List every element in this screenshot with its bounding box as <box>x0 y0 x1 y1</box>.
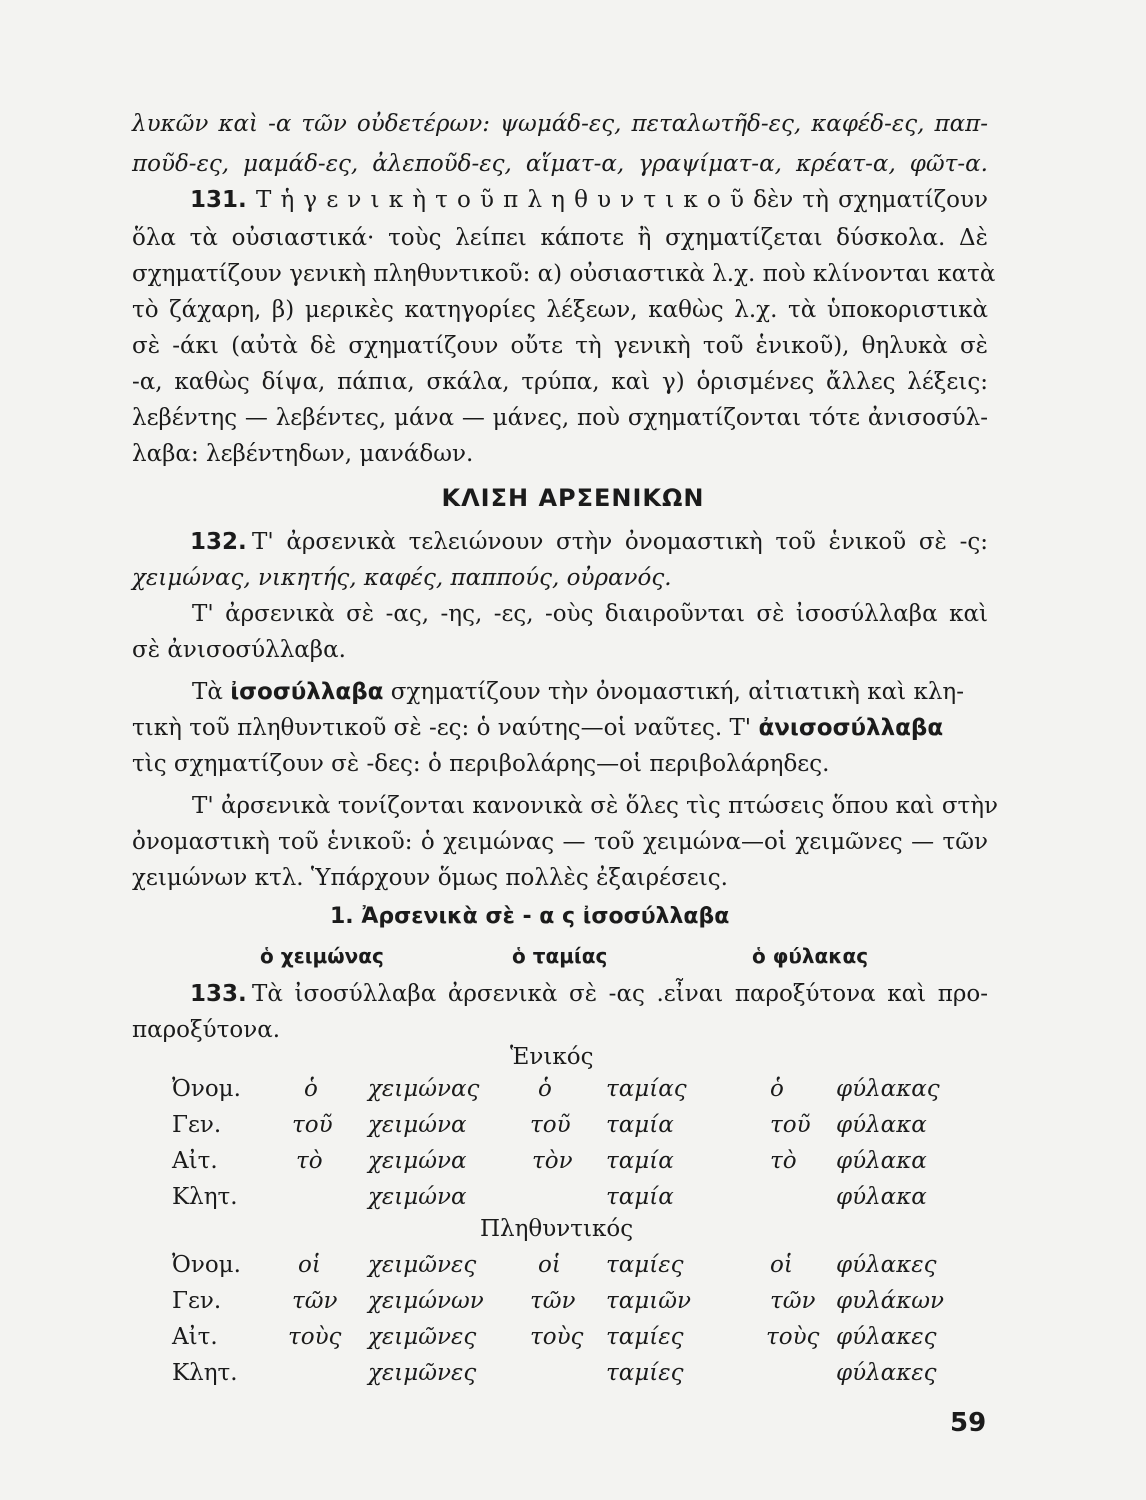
text-fragment: σχηματίζουν τὴν ὀνομαστική, αἰτιατικὴ καὶ κλη- <box>390 679 964 705</box>
article: οἱ <box>538 1252 561 1278</box>
noun-form: φύλακες <box>836 1252 937 1278</box>
text-line: τὶς σχηματίζουν σὲ -δες: ὁ περιβολάρης—οἱ περιβολάρηδες. <box>132 751 830 777</box>
noun-form: φύλακες <box>836 1360 937 1386</box>
case-label: Αἰτ. <box>172 1324 218 1350</box>
text-line: ὅλα τὰ οὐσιαστικά· τοὺς λείπει κάποτε ἢ σχηματίζεται δύσκολα. Δὲ <box>132 225 988 251</box>
noun-form: χειμώνα <box>368 1184 467 1210</box>
text-line: παροξύτονα. <box>132 1017 281 1043</box>
table-singular-label: Ἑνικός <box>510 1044 594 1070</box>
noun-form: φύλακα <box>836 1184 927 1210</box>
noun-form: ταμίας <box>606 1076 687 1102</box>
article: τὸν <box>532 1148 573 1174</box>
text-line: σχηματίζουν γενικὴ πληθυντικοῦ: α) οὐσιαστικὰ λ.χ. ποὺ κλίνονται κατὰ <box>132 261 996 287</box>
text-line: τὸ ζάχαρη, β) μερικὲς κατηγορίες λέξεων, καθὼς λ.χ. τὰ ὑποκοριστικὰ <box>132 297 988 323</box>
article: τοῦ <box>530 1112 571 1138</box>
case-label: Αἰτ. <box>172 1148 218 1174</box>
article: τῶν <box>770 1288 816 1314</box>
noun-form: φύλακα <box>836 1148 927 1174</box>
article: τῶν <box>530 1288 576 1314</box>
article: τοὺς <box>530 1324 584 1350</box>
case-label: Ὀνομ. <box>172 1076 241 1102</box>
noun-form: φύλακα <box>836 1112 927 1138</box>
article: τὸ <box>770 1148 797 1174</box>
noun-form: ταμίες <box>606 1324 684 1350</box>
text-line: χειμώνας, νικητής, καφές, παππούς, οὐρανός. <box>132 565 672 591</box>
paragraph-number <box>190 526 250 558</box>
noun-form: ταμία <box>606 1184 674 1210</box>
case-label: Γεν. <box>172 1112 222 1138</box>
example-word: ὁ ταμίας <box>512 944 608 968</box>
bold-term: ἰσοσύλλαβα <box>230 679 384 705</box>
article: οἱ <box>298 1252 321 1278</box>
section-heading: ΚΛΙΣΗ ΑΡΣΕΝΙΚΩΝ <box>441 484 705 512</box>
noun-form: χειμώνα <box>368 1112 467 1138</box>
text-line: ποῦδ-ες, μαμάδ-ες, ἀλεποῦδ-ες, αἵματ-α, γραψίματ-α, κρέατ-α, φῶτ-α. <box>132 151 988 177</box>
noun-form: φύλακας <box>836 1076 940 1102</box>
noun-form: φυλάκων <box>836 1288 945 1314</box>
article: ὁ <box>538 1076 552 1102</box>
text-line <box>132 712 988 744</box>
article: τοὺς <box>766 1324 820 1350</box>
text-line: λαβα: λεβέντηδων, μανάδων. <box>132 441 474 467</box>
text-line: λεβέντης — λεβέντες, μάνα — μάνες, ποὺ σχηματίζονται τότε ἀνισοσύλ- <box>132 405 988 431</box>
article: τοῦ <box>770 1112 811 1138</box>
text-line: Τὰ ἰσοσύλλαβα ἀρσενικὰ σὲ -ας .εἶναι παροξύτονα καὶ προ- <box>252 981 988 1007</box>
table-plural-label: Πληθυντικός <box>480 1216 634 1242</box>
noun-form: χειμώνων <box>368 1288 484 1314</box>
article: τὸ <box>296 1148 323 1174</box>
paragraph-number-131: 131. <box>190 187 247 213</box>
paragraph-number-133: 133. <box>190 981 247 1007</box>
noun-form: ταμιῶν <box>606 1288 691 1314</box>
noun-form: χειμῶνες <box>368 1360 477 1386</box>
text-line: Τ' ἀρσενικὰ τονίζονται κανονικὰ σὲ ὅλες τὶς πτώσεις ὅπου καὶ στὴν <box>192 793 999 819</box>
article: ὁ <box>304 1076 318 1102</box>
paragraph-number-132: 132. <box>190 529 247 555</box>
noun-form: ταμία <box>606 1112 674 1138</box>
case-label: Κλητ. <box>172 1184 238 1210</box>
text-line <box>192 676 988 708</box>
text-fragment: τικὴ τοῦ πληθυντικοῦ σὲ -ες: ὁ ναύτης—οἱ ναῦτες. Τ' <box>132 715 752 741</box>
case-label: Γεν. <box>172 1288 222 1314</box>
noun-form: χειμώνα <box>368 1148 467 1174</box>
article: τοῦ <box>292 1112 333 1138</box>
article: τῶν <box>292 1288 338 1314</box>
text-line: σὲ -άκι (αὐτὰ δὲ σχηματίζουν οὔτε τὴ γενικὴ τοῦ ἑνικοῦ), θηλυκὰ σὲ <box>132 333 988 359</box>
text-fragment: Τὰ <box>192 679 223 705</box>
text-line: Τ' ἀρσενικὰ τελειώνουν στὴν ὀνομαστικὴ τοῦ ἑνικοῦ σὲ -ς: <box>252 529 988 555</box>
paragraph-number <box>190 184 250 216</box>
noun-form: χειμώνας <box>368 1076 480 1102</box>
paragraph-number <box>190 978 250 1010</box>
noun-form: ταμία <box>606 1148 674 1174</box>
noun-form: ταμίες <box>606 1252 684 1278</box>
text-line: Τ' ἀρσενικὰ σὲ -ας, -ης, -ες, -οὺς διαιροῦνται σὲ ἰσοσύλλαβα καὶ <box>192 601 988 627</box>
example-word: ὁ φύλακας <box>752 944 869 968</box>
article: οἱ <box>770 1252 793 1278</box>
text-line: σὲ ἀνισοσύλλαβα. <box>132 637 346 663</box>
bold-term: ἀνισοσύλλαβα <box>758 715 944 741</box>
text-line: ὀνομαστικὴ τοῦ ἑνικοῦ: ὁ χειμώνας — τοῦ χειμώνα—οἱ χειμῶνες — τῶν <box>132 829 988 855</box>
text-line: χειμώνων κτλ. Ὑπάρχουν ὅμως πολλὲς ἐξαιρέσεις. <box>132 865 728 891</box>
article: τοὺς <box>288 1324 342 1350</box>
text-line: Τ ἡ γ ε ν ι κ ὴ τ ο ῦ π λ η θ υ ν τ ι κ ο ῦ δὲν τὴ σχηματίζουν <box>256 187 988 213</box>
subsection-title: 1. Ἀρσενικὰ σὲ - α ς ἰσοσύλλαβα <box>330 904 730 929</box>
case-label: Κλητ. <box>172 1360 238 1386</box>
noun-form: χειμῶνες <box>368 1324 477 1350</box>
noun-form: ταμίες <box>606 1360 684 1386</box>
case-label: Ὀνομ. <box>172 1252 241 1278</box>
noun-form: φύλακες <box>836 1324 937 1350</box>
text-line: λυκῶν καὶ -α τῶν οὐδετέρων: ψωμάδ-ες, πεταλωτῆδ-ες, καφέδ-ες, παπ- <box>132 111 988 137</box>
noun-form: χειμῶνες <box>368 1252 477 1278</box>
page-number: 59 <box>950 1408 987 1438</box>
article: ὁ <box>770 1076 784 1102</box>
text-line: -α, καθὼς δίψα, πάπια, σκάλα, τρύπα, καὶ γ) ὁρισμένες ἄλλες λέξεις: <box>132 369 988 395</box>
example-word: ὁ χειμώνας <box>260 944 384 968</box>
